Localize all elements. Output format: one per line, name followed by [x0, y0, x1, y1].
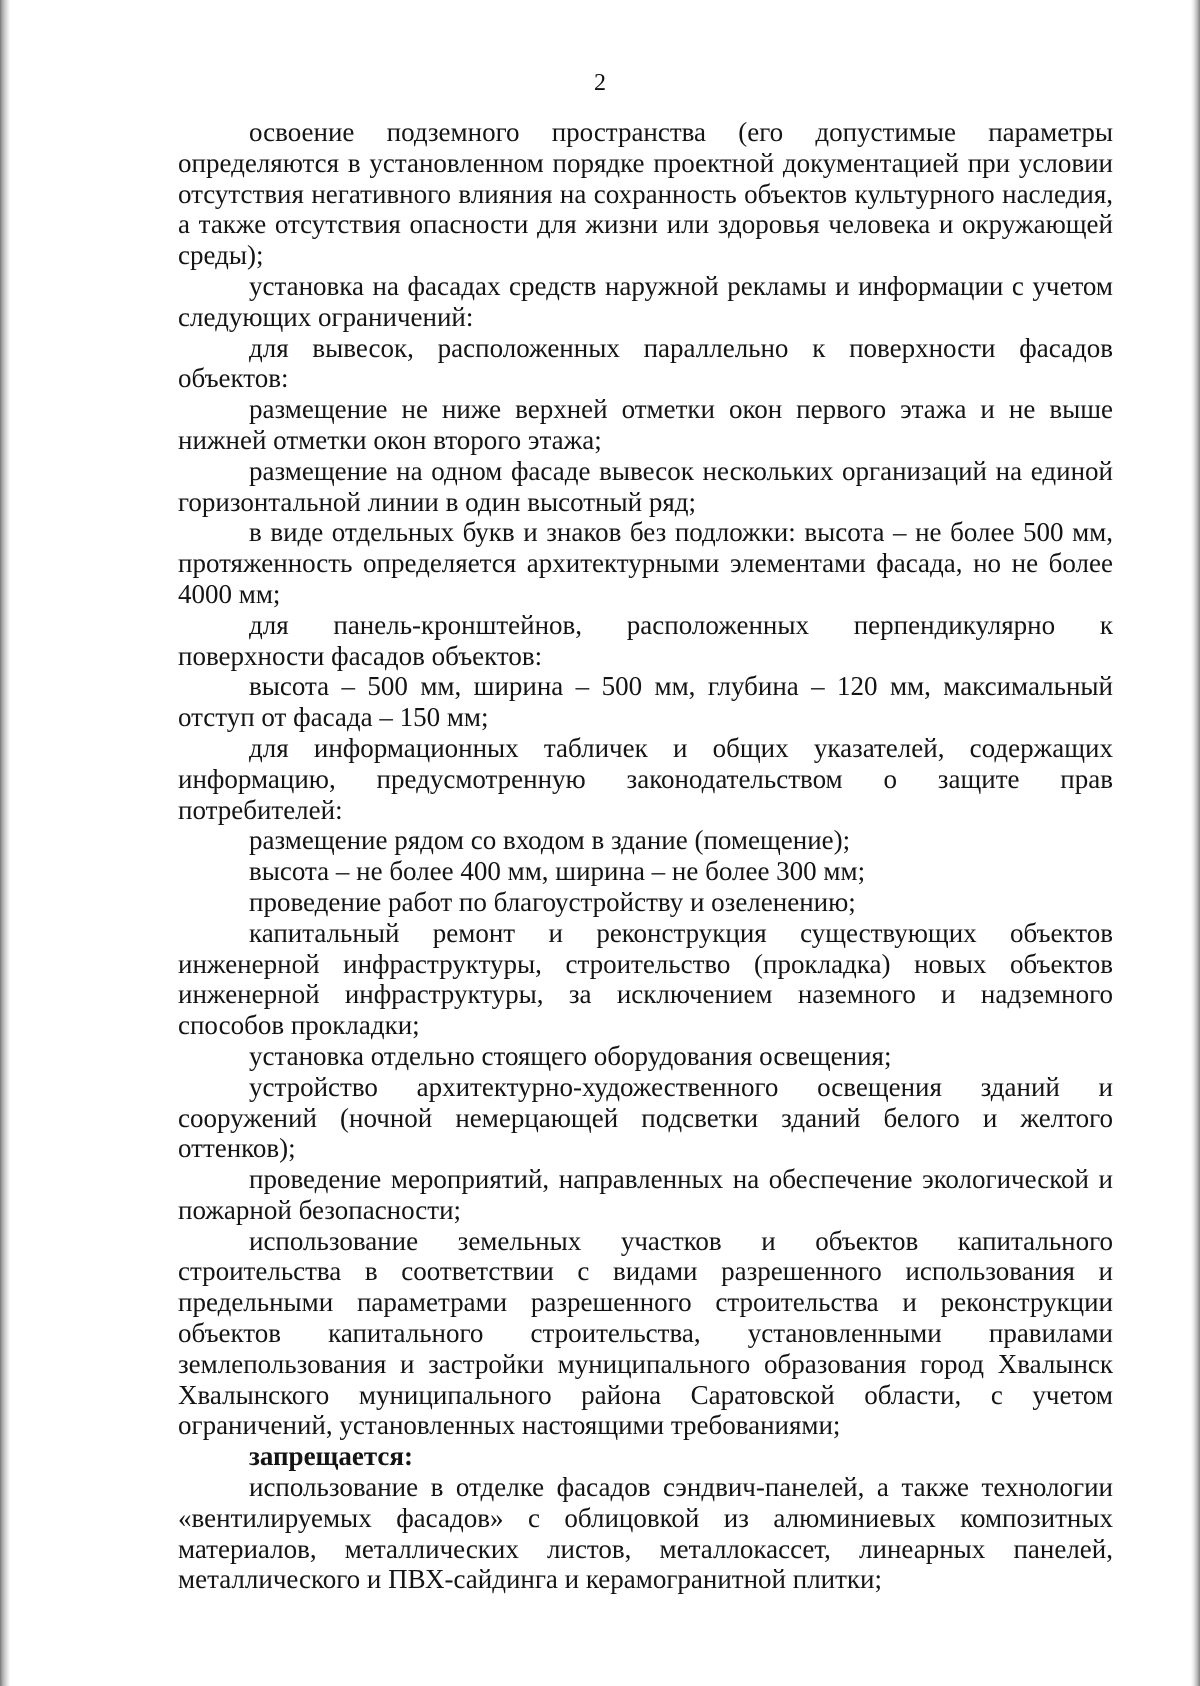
- page-number: 2: [594, 70, 606, 96]
- paragraph-safety: проведение мероприятий, направленных на обеспечение экологической и пожарной безопасности;: [178, 1164, 1113, 1225]
- scan-edge-right: [1191, 0, 1200, 1686]
- paragraph-infrastructure: капитальный ремонт и реконструкция существующих объектов инженерной инфраструктуры, строительство (прокладка) новых объектов инженерной инфраструктуры, за исключением наземного и надземного способов прокладки;: [178, 917, 1113, 1041]
- prohibited-heading: запрещается:: [249, 1441, 414, 1472]
- paragraph-advertising: установка на фасадах средств наружной рекламы и информации с учетом следующих ограничений:: [178, 270, 1113, 332]
- paragraph-bracket-dimensions: высота – 500 мм, ширина – 500 мм, глубина – 120 мм, максимальный отступ от фасада – 150 мм;: [178, 671, 1113, 733]
- paragraph-panel-brackets: для панель-кронштейнов, расположенных перпендикулярно к поверхности фасадов объектов:: [178, 609, 1113, 671]
- paragraph-plate-dimensions: высота – не более 400 мм, ширина – не более 300 мм;: [249, 856, 866, 887]
- paragraph-signboards-parallel: для вывесок, расположенных параллельно к поверхности фасадов объектов:: [178, 332, 1113, 394]
- document-body: [178, 117, 1113, 1595]
- paragraph-architectural-lighting: устройство архитектурно-художественного освещения зданий и сооружений (ночной немерцающей подсветки зданий белого и желтого оттенков);: [178, 1071, 1113, 1164]
- paragraph-land-use: использование земельных участков и объектов капитального строительства в соответствии с видами разрешенного использования и предельными параметрами разрешенного строительства и реконструкции объектов капитального строительства, установленными правилами землепользования и застройки муниципального образования город Хвалынск Хвалынского муниципального района Саратовской области, с учетом ограничений, установленных настоящими требованиями;: [178, 1225, 1113, 1441]
- paragraph-single-line: размещение на одном фасаде вывесок нескольких организаций на единой горизонтальной линии в один высотный ряд;: [178, 455, 1113, 517]
- paragraph-near-entrance: размещение рядом со входом в здание (помещение);: [249, 825, 851, 856]
- paragraph-underground-space: освоение подземного пространства (его допустимые параметры определяются в установленном порядке проектной документацией при условии отсутствия негативного влияния на сохранность объектов культурного наследия, а также отсутствия опасности для жизни или здоровья человека и окружающей среды);: [178, 117, 1113, 271]
- paragraph-placement-height: размещение не ниже верхней отметки окон первого этажа и не выше нижней отметки окон второго этажа;: [178, 394, 1113, 455]
- scan-edge-left: [0, 0, 10, 1686]
- paragraph-facade-materials: использование в отделке фасадов сэндвич-панелей, а также технологии «вентилируемых фасадов» с облицовкой из алюминиевых композитных материалов, металлических листов, металлокассет, линеарных панелей, металлического и ПВХ-сайдинга и керамогранитной плитки;: [178, 1472, 1113, 1595]
- paragraph-lighting-equipment: установка отдельно стоящего оборудования освещения;: [249, 1040, 892, 1071]
- paragraph-info-plates: для информационных табличек и общих указателей, содержащих информацию, предусмотренную законодательством о защите прав потребителей:: [178, 732, 1113, 825]
- paragraph-landscaping: проведение работ по благоустройству и озеленению;: [249, 886, 856, 917]
- paragraph-letters-size: в виде отдельных букв и знаков без подложки: высота – не более 500 мм, протяженность определяется архитектурными элементами фасада, но не более 4000 мм;: [178, 517, 1113, 609]
